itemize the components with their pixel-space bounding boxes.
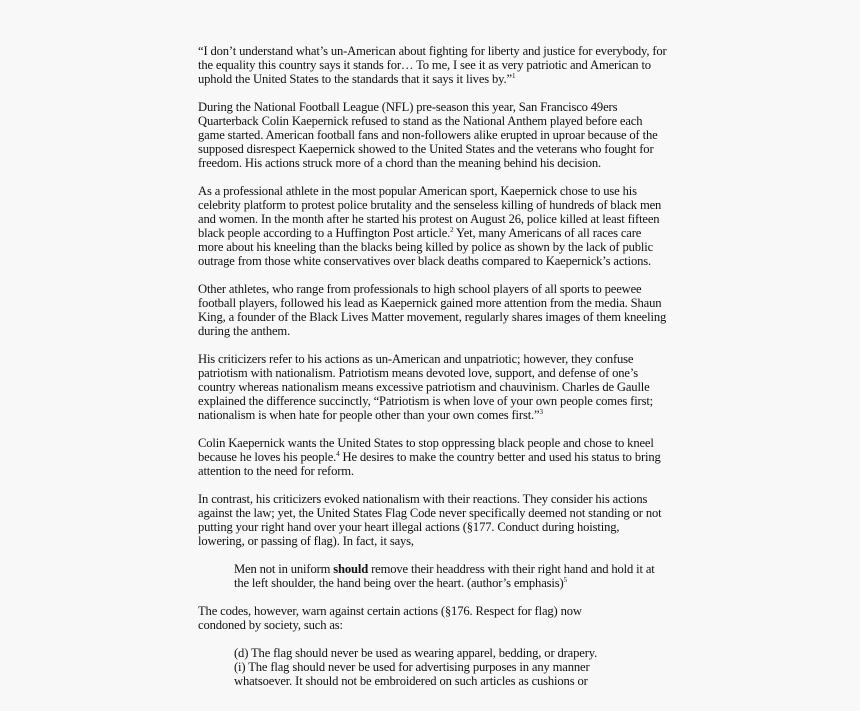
footnote-marker: 2	[450, 226, 454, 234]
paragraph-text: Colin Kaepernick wants the United States to stop oppressing black people and chose to kneel because he loves his people.	[198, 436, 654, 464]
paragraph-nfl-preseason	[198, 100, 668, 170]
blockquote-flag-code-177	[234, 562, 664, 590]
footnote-marker: 4	[336, 450, 340, 458]
paragraph-opening-quote	[198, 44, 668, 86]
paragraph-professional-athlete	[198, 184, 668, 268]
paragraph-in-contrast	[198, 492, 668, 548]
quote-text: “I don’t understand what’s un-American about fighting for liberty and justice for everybody, for the equality this country says it stands for… To me, I see it as very patriotic and American to uphold the United States to the standards that it says it lives by.”	[198, 44, 667, 86]
paragraph-text: In contrast, his criticizers evoked nationalism with their reactions. They consider his actions against the law; yet, the United States Flag Code never specifically deemed not standing or not putting your right hand over your heart illegal actions (§177. Conduct during hoisting, lowering, or passing of flag). In fact, it says,	[198, 492, 662, 548]
flag-code-item-d: (d) The flag should never be used as wearing apparel, bedding, or drapery.	[234, 646, 598, 660]
paragraph-text: As a professional athlete in the most popular American sport, Kaepernick chose to use his celebrity platform to protest police brutality and the senseless killing of hundreds of black men and women. In the month after he started his protest on August 26, police killed at least fifteen black people according to a Huffington Post article.	[198, 184, 662, 240]
emphasis-bold: should	[333, 562, 369, 576]
blockquote-text: Men not in uniform	[234, 562, 334, 576]
paragraph-other-athletes	[198, 282, 668, 338]
footnote-marker: 3	[539, 408, 543, 416]
paragraph-text: His criticizers refer to his actions as un-American and unpatriotic; however, they confuse patriotism with nationalism. Patriotism means devoted love, support, and defense of one’s country whereas nationalism means excessive patriotism and chauvinism. Charles de Gaulle explained the difference succinctly, “Patriotism is when love of your own people comes first; nationalism is when hate for people other than your own comes first.”	[198, 352, 654, 422]
paragraph-text: The codes, however, warn against certain actions (§176. Respect for flag) now condoned by society, such as:	[198, 604, 582, 632]
footnote-marker: 1	[511, 72, 516, 80]
paragraph-text: Yet, many Americans of all races care more about his kneeling than the blacks being killed by police as shown by the lack of public outrage from those white conservatives over black deaths compared to Kaepernick’s actions.	[198, 226, 654, 268]
paragraph-text: During the National Football League (NFL) pre-season this year, San Francisco 49ers Quarterback Colin Kaepernick refused to stand as the National Anthem played before each game started. American football fans and non-followers alike erupted in uproar because of the supposed disrespect Kaepernick showed to the United States and the veterans who fought for freedom. His actions struck more of a chord than the meaning behind his decision.	[198, 100, 658, 170]
paragraph-kaepernick-wants	[198, 436, 668, 478]
paragraph-text: He desires to make the country better and used his status to bring attention to the need for reform.	[198, 450, 661, 478]
paragraph-text: Other athletes, who range from professionals to high school players of all sports to peewee football players, followed his lead as Kaepernick gained more attention from the media. Shaun King, a founder of the Black Lives Matter movement, regularly shares images of them kneeling during the anthem.	[198, 282, 667, 338]
blockquote-text: remove their headdress with their right hand and hold it at the left shoulder, the hand being over the heart. (author’s emphasis)	[234, 562, 655, 590]
flag-code-item-i: (i) The flag should never be used for advertising purposes in any manner whatsoever. It should not be embroidered on such articles as cushions or	[234, 660, 590, 688]
paragraph-codes	[198, 604, 618, 632]
paragraph-criticizers-patriotism	[198, 352, 668, 422]
blockquote-flag-code-176	[234, 646, 629, 688]
document-page	[198, 44, 668, 702]
footnote-marker: 5	[563, 576, 567, 584]
